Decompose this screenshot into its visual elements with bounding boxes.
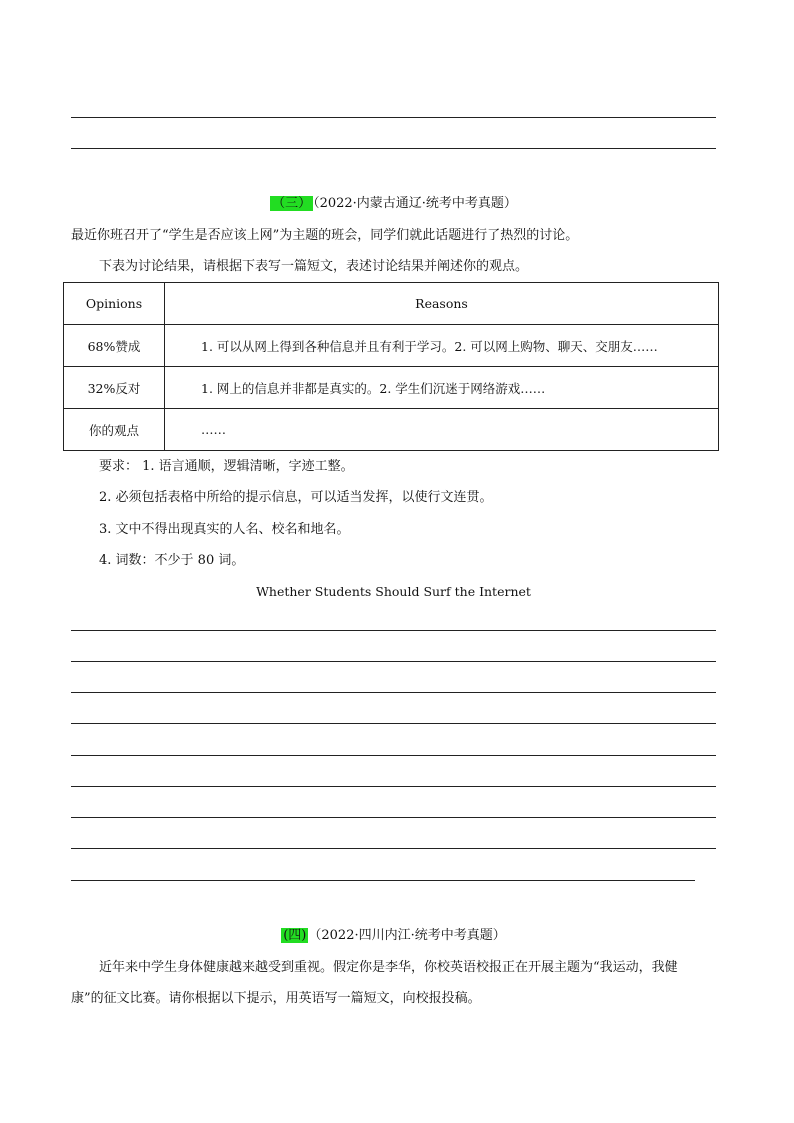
- section-heading: [71, 927, 716, 945]
- opinion-cell: 32%反对: [64, 367, 165, 409]
- requirement-item: 3. 文中不得出现真实的人名、校名和地名。: [99, 522, 350, 537]
- prompt-paragraph: 康”的征文比赛。请你根据以下提示，用英语写一篇短文，向校报投稿。: [71, 991, 481, 1006]
- opinion-cell: 你的观点: [64, 409, 165, 451]
- essay-title: Whether Students Should Surf the Internet: [256, 584, 531, 599]
- requirement-item: 2. 必须包括表格中所给的提示信息，可以适当发挥，以使行文连贯。: [99, 490, 493, 505]
- writing-line: [71, 786, 716, 787]
- reason-cell: ……: [165, 409, 719, 451]
- requirement-item: 要求： 1. 语言通顺，逻辑清晰，字迹工整。: [99, 459, 354, 474]
- section-number: （三）: [272, 196, 312, 211]
- writing-line: [71, 630, 716, 631]
- section-heading: [71, 195, 716, 213]
- writing-line: [71, 880, 695, 881]
- table-header-row: [64, 283, 719, 325]
- section-source: （2022·内蒙古通辽·统考中考真题）: [313, 196, 517, 211]
- section-number: (四): [283, 928, 307, 943]
- writing-line: [71, 148, 716, 149]
- intro-paragraph: 最近你班召开了“学生是否应该上网”为主题的班会，同学们就此话题进行了热烈的讨论。: [71, 228, 579, 243]
- writing-line: [71, 692, 716, 693]
- table-row: [64, 409, 719, 451]
- table-row: [64, 367, 719, 409]
- writing-line: [71, 117, 716, 118]
- writing-line: [71, 723, 716, 724]
- discussion-table: [63, 282, 719, 451]
- requirement-item: 4. 词数：不少于 80 词。: [99, 553, 245, 568]
- reason-cell: 1. 可以从网上得到各种信息并且有利于学习。2. 可以网上购物、聊天、交朋友……: [165, 325, 719, 367]
- writing-line: [71, 848, 716, 849]
- writing-line: [71, 661, 716, 662]
- table-row: [64, 325, 719, 367]
- table-header-cell: Reasons: [165, 283, 719, 325]
- opinion-cell: 68%赞成: [64, 325, 165, 367]
- writing-line: [71, 755, 716, 756]
- writing-line: [71, 817, 716, 818]
- table-header-cell: Opinions: [64, 283, 165, 325]
- intro-paragraph: 下表为讨论结果，请根据下表写一篇短文，表述讨论结果并阐述你的观点。: [99, 259, 529, 274]
- reason-cell: 1. 网上的信息并非都是真实的。2. 学生们沉迷于网络游戏……: [165, 367, 719, 409]
- prompt-paragraph: 近年来中学生身体健康越来越受到重视。假定你是李华，你校英语校报正在开展主题为“我运动，我健: [99, 960, 678, 975]
- section-source: （2022·四川内江·统考中考真题）: [308, 928, 506, 943]
